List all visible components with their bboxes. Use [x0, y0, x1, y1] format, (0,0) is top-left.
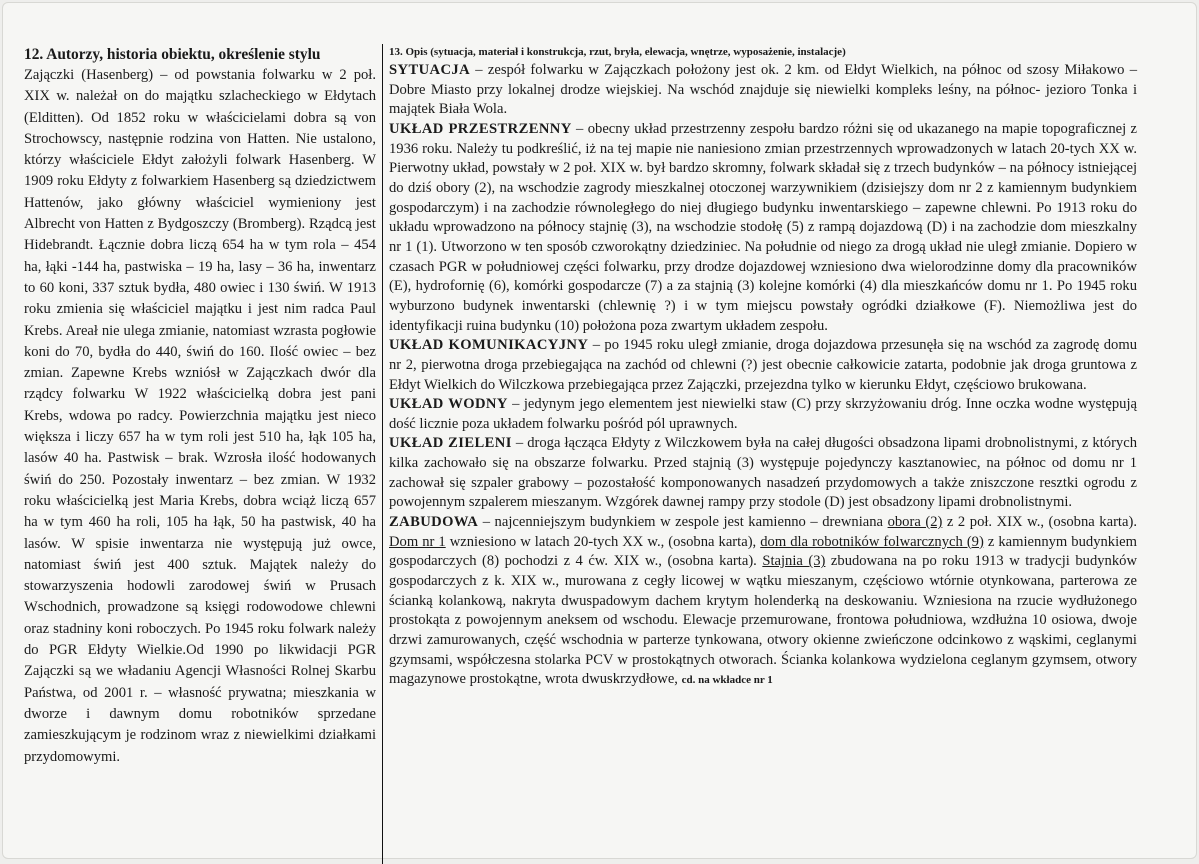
section-text-uklad-komunikacyjny: – po 1945 roku uległ zmianie, droga dojazdowa przesunęła się na wschód za zagrodę domu nr 2, pierwotna droga przebiegająca na zachód od chlewni (?) jest obecnie całkowicie zatarta, podobnie jak droga gruntowa z Ełdyt Wielkich do Wilczkowa przebiegająca przez Zajączki, przejezdna tylko w kierunku Ełdyt, częściowo brukowana.: [389, 337, 1137, 393]
section-uklad-wodny: [389, 395, 1137, 434]
section-text-uklad-wodny: – jedynym jego elementem jest niewielki staw (C) przy skrzyżowaniu dróg. Inne oczka wodne występują dość licznie poza układem folwarku pośród pól uprawnych.: [389, 396, 1137, 432]
column-divider: [382, 44, 383, 864]
history-heading: 12. Autorzy, historia obiektu, określenie stylu: [24, 46, 321, 63]
section-text-uklad-zieleni: – droga łącząca Ełdyty z Wilczkowem była na całej długości obsadzona lipami drobnolistnymi, z których kilka zachowało się na obszarze folwarku. Przed stajnią (3) występuje pojedynczy kasztanowiec, na północ od domu nr 1 zachował się szpaler grabowy – pozostałość komponowanych nasadzeń przydomowych a także zniszczone resztki ogrodu z powojennym szpalerem mieszanym. Wzgórek dawnej rampy przy stodole (D) jest obsadzony lipami drobnolistnymi.: [389, 435, 1138, 511]
section-sytuacja: [389, 61, 1137, 120]
section-label-uklad-przestrzenny: UKŁAD PRZESTRZENNY: [389, 120, 572, 137]
zabudowa-text-1: – najcenniejszym budynkiem w zespole jest kamienno – drewniana: [478, 514, 888, 531]
zabudowa-ref-dom-1: Dom nr 1: [389, 533, 446, 550]
description-heading: 13. Opis (sytuacja, materiał i konstrukcja, rzut, bryła, elewacja, wnętrze, wyposażenie, instalacje): [389, 46, 846, 58]
history-column: [24, 44, 376, 768]
zabudowa-ref-dom-robotnikow: dom dla robotników folwarcznych (9): [760, 533, 984, 550]
section-uklad-zieleni: [389, 434, 1137, 513]
section-label-uklad-wodny: UKŁAD WODNY: [389, 396, 508, 413]
continuation-note: cd. na wkładce nr 1: [681, 674, 773, 687]
section-zabudowa: [389, 513, 1137, 691]
zabudowa-text-5: zbudowana na po roku 1913 w tradycji budynków gospodarczych z k. XIX w., murowana z cegły licowej w wątku mieszanym, częściowo wtórnie otynkowana, parterowa ze ścianką kolankową, nakryta dwuspadowym dachem krytym holenderką na deskowaniu. Wzniesiona na rzucie wydłużonego prostokąta z powojennym aneksem od wschodu. Elewacje przemurowane, frontowa południowa, wzdłużna 10 osiowa, dwoje drzwi zamurowanych, część wschodnia w parterze tynkowana, otwory okienne zwieńczone odcinkowo z wąskimi, ceglanymi gzymsami, współczesna stolarka PCV w prostokątnych otworach. Ścianka kolankowa wydzielona ceglanym gzymsem, otwory magazynowe prostokątne, wrota dwuskrzydłowe,: [389, 553, 1137, 688]
section-label-zabudowa: ZABUDOWA: [389, 514, 479, 531]
section-uklad-komunikacyjny: [389, 336, 1137, 395]
section-uklad-przestrzenny: [389, 120, 1137, 336]
zabudowa-text-3: wzniesiono w latach 20-tych XX w., (osobna karta),: [445, 533, 761, 550]
section-text-sytuacja: – zespół folwarku w Zajączkach położony jest ok. 2 km. od Ełdyt Wielkich, na północ od szosy Miłakowo – Dobre Miasto przy lokalnej drodze wiejskiej. Na wschód znajduje się niewielki kompleks leśny, na północ- jezioro Tonka i majątek Biała Wola.: [389, 62, 1137, 118]
history-text: Zajączki (Hasenberg) – od powstania folwarku w 2 poł. XIX w. należał on do majątku szlacheckiego w Ełdytach (Elditten). Od 1852 roku w właścicielami dobra są von Strochowscy, następnie rodzina von Hatten. Nie ustalono, którzy właściciele Ełdyt założyli folwark Hasenberg. W 1909 roku Ełdyty z folwarkiem Hasenberg są dziedzictwem Hattenów, jako główny właściciel wymieniony jest Albrecht von Hatten z Bydgoszczy (Bromberg). Rządcą jest Hidebrandt. Łącznie dobra liczą 654 ha w tym rola – 454 ha, łąki -144 ha, pastwiska – 19 ha, lasy – 36 ha, inwentarz to 60 koni, 337 sztuk bydła, 480 owiec i 130 świń. W 1913 roku zmienia się właściciel majątku i jest nim radca Paul Krebs. Areał nie ulega zmianie, natomiast wzrasta pogłowie koni do 70, bydła do 440, świń do 160. Ilość owiec – bez zmian. Zapewne Krebs wzniósł w Zajączkach dwór dla rządcy folwarku W 1922 właścicielką dobra jest pani Krebs, wdowa po radcy. Powierzchnia majątku jest nieco większa i liczy 657 ha w tym roli jest 510 ha, łąk 105 ha, lasów 40 ha. Pastwisk – brak. Wzrosła ilość hodowanych świń do 250. Pozostały inwentarz – bez zmian. W 1932 roku właścicielką jest Maria Krebs, dobra wciąż liczą 657 ha w tym 460 ha roli, 105 ha łąk, 50 ha pastwisk, 40 ha lasów. W spisie inwentarza nie występują już owce, natomiast świń jest 400 sztuk. Majątek należy do stowarzyszenia hodowli zarodowej świń w Prusach Wschodnich, prowadzone są księgi rodowodowe chlewni oraz stadniny koni roboczych. Po 1945 roku folwark należy do PGR Ełdyty Wielkie.Od 1990 po likwidacji PGR Zajączki są we władaniu Agencji Własności Rolnej Skarbu Państwa, od 2001 r. – własność prywatna; mieszkania w dworze i dawnym domu robotników sprzedane zamieszkującym je rodzinom wraz z niewielkimi działkami przydomowymi.: [24, 67, 376, 765]
section-label-uklad-komunikacyjny: UKŁAD KOMUNIKACYJNY: [389, 337, 589, 354]
description-column: [389, 44, 1137, 691]
zabudowa-text-4: z kamiennym budynkiem gospodarczych (8) pochodzi z 4 ćw. XIX w., (osobna karta).: [389, 533, 1137, 570]
zabudowa-ref-obora: obora (2): [887, 514, 943, 531]
section-label-sytuacja: SYTUACJA: [389, 62, 471, 78]
zabudowa-text-2: z 2 poł. XIX w., (osobna karta).: [942, 514, 1137, 531]
zabudowa-ref-stajnia: Stajnia (3): [762, 553, 826, 570]
section-text-uklad-przestrzenny: – obecny układ przestrzenny zespołu bardzo różni się od ukazanego na mapie topograficznej z 1936 roku. Należy tu podkreślić, iż na tej mapie nie naniesiono zmian przestrzennych wprowadzonych w latach 20-tych XX w. Pierwotny układ, powstały w 2 poł. XIX w. był bardzo skromny, folwark składał się z trzech budynków – na północy istniejącej do dziś obory (2), na wschodzie zagrody mieszkalnej otoczonej warzywnikiem (dzisiejszy dom nr 2 z kamiennym budynkiem gospodarczym) i na zachodzie równoległego do niej długiego budynku inwentarskiego – zapewne chlewni. Po 1913 roku do układu wprowadzono na północy stajnię (3), na wschodzie stodołę (5) z rampą dojazdową (D) i na zachodzie dom mieszkalny nr 1 (1). Utworzono w ten sposób czworokątny dziedziniec. Na południe od niego za drogą układ nie uległ zmianie. Dopiero w czasach PGR w południowej części folwarku, przy drodze dojazdowej wzniesiono dwa wielorodzinne domy dla pracowników (E), hydrofornię (6), komórki gospodarcze (7) a za stajnią (3) kolejne komórki (4) dla mieszkańców domu nr 1. Po 1945 roku wyburzono budynek inwentarski (chlewnię ?) i w tym miejscu powstały ogródki działkowe (F). Niemożliwa jest do identyfikacji ruina budynku (10) położona poza zwartym układem zespołu.: [389, 120, 1137, 334]
section-label-uklad-zieleni: UKŁAD ZIELENI: [389, 435, 512, 452]
